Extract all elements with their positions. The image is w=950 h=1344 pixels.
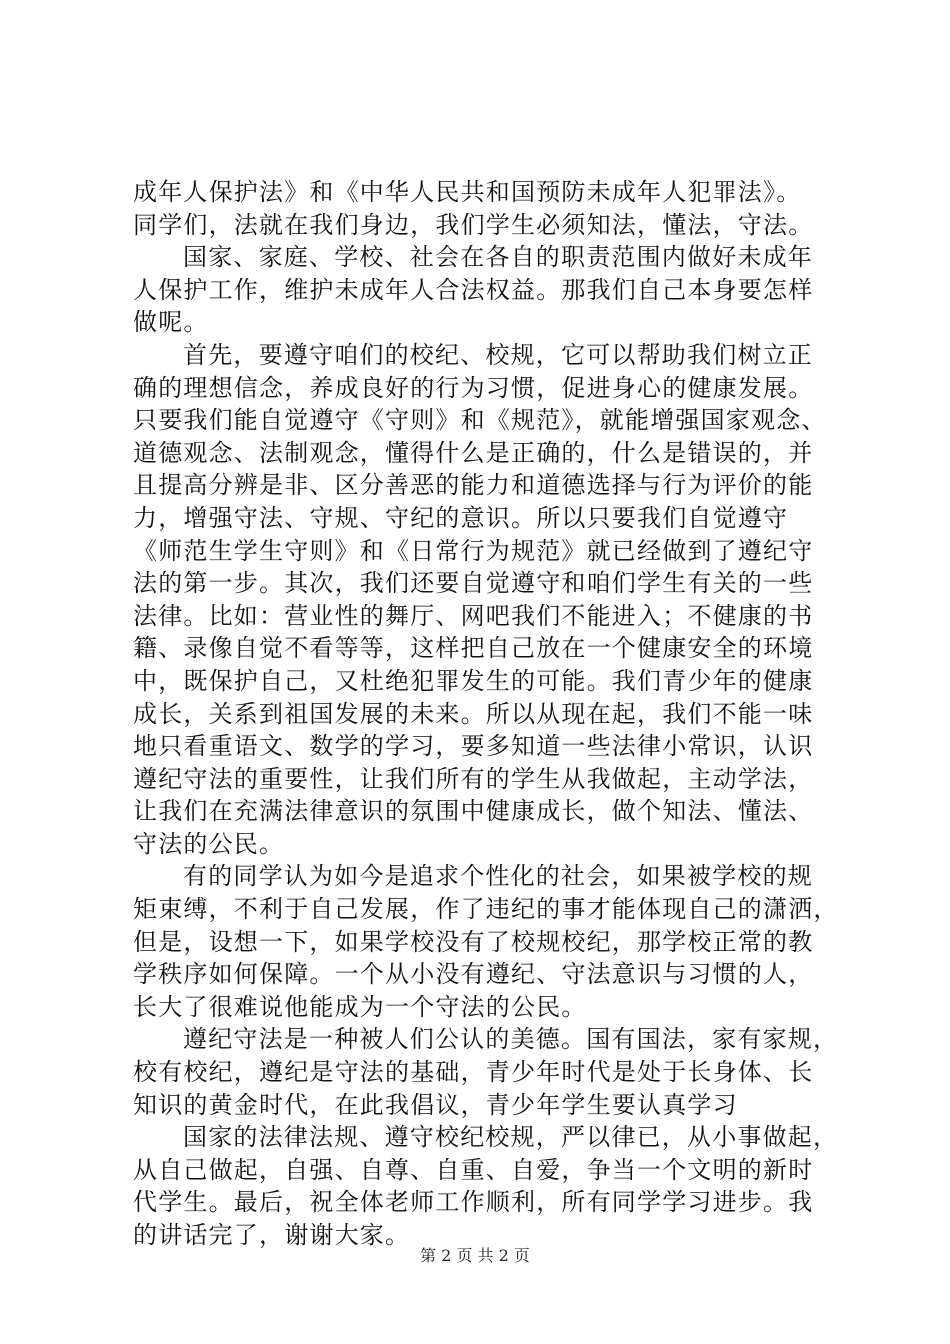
text-line: 的讲话完了，谢谢大家。 <box>133 1221 411 1249</box>
text-line: 中，既保护自己，又杜绝犯罪发生的可能。我们青少年的健康 <box>133 666 814 695</box>
text-line: 法的第一步。其次，我们还要自觉遵守和咱们学生有关的一些 <box>133 569 814 598</box>
paragraph-first-line: 国家、家庭、学校、社会在各自的职责范围内做好未成年 <box>183 243 813 272</box>
paragraph-first-line: 国家的法律法规、遵守校纪校规，严以律已，从小事做起， <box>183 1123 839 1152</box>
text-line: 长大了很难说他能成为一个守法的公民。 <box>133 992 587 1021</box>
text-line: 遵纪守法的重要性，让我们所有的学生从我做起，主动学法， <box>133 764 814 793</box>
text-line: 矩束缚，不利于自己发展，作了违纪的事才能体现自己的潇洒， <box>133 895 839 924</box>
text-line: 且提高分辨是非、区分善恶的能力和道德选择与行为评价的能 <box>133 471 814 500</box>
paragraph-first-line: 首先，要遵守咱们的校纪、校规，它可以帮助我们树立正 <box>183 340 813 369</box>
speech-body-text <box>133 176 845 1252</box>
text-line: 人保护工作，维护未成年人合法权益。那我们自己本身要怎样 <box>133 275 814 304</box>
text-line: 同学们，法就在我们身边，我们学生必须知法，懂法，守法。 <box>133 210 814 239</box>
text-line: 但是，设想一下，如果学校没有了校规校纪，那学校正常的教 <box>133 927 814 956</box>
paragraph-first-line: 有的同学认为如今是追求个性化的社会，如果被学校的规 <box>183 862 813 891</box>
text-line: 法律。比如：营业性的舞厅、网吧我们不能进入；不健康的书 <box>133 601 814 630</box>
text-line: 代学生。最后，祝全体老师工作顺利，所有同学学习进步。我 <box>133 1188 814 1217</box>
text-line: 籍、录像自觉不看等等，这样把自己放在一个健康安全的环境 <box>133 634 814 663</box>
text-line: 成年人保护法》和《中华人民共和国预防未成年人犯罪法》。 <box>133 178 802 206</box>
text-line: 确的理想信念，养成良好的行为习惯，促进身心的健康发展。 <box>133 373 814 402</box>
text-line: 校有校纪，遵纪是守法的基础，青少年时代是处于长身体、长 <box>133 1058 814 1087</box>
text-line: 力，增强守法、守规、守纪的意识。所以只要我们自觉遵守 <box>133 503 789 532</box>
text-line: 只要我们能自觉遵守《守则》和《规范》，就能增强国家观念、 <box>133 406 827 435</box>
text-line: 从自己做起，自强、自尊、自重、自爱，争当一个文明的新时 <box>133 1155 814 1184</box>
text-line: 做呢。 <box>133 308 209 337</box>
text-line: 守法的公民。 <box>133 829 285 858</box>
page-number-footer: 第 2 页 共 2 页 <box>420 1246 530 1265</box>
text-line: 《师范生学生守则》和《日常行为规范》就已经做到了遵纪守 <box>133 536 814 565</box>
text-line: 学秩序如何保障。一个从小没有遵纪、守法意识与习惯的人， <box>133 960 814 989</box>
text-line: 知识的黄金时代，在此我倡议，青少年学生要认真学习 <box>133 1090 738 1119</box>
text-line: 道德观念、法制观念，懂得什么是正确的，什么是错误的，并 <box>133 438 814 467</box>
text-line: 地只看重语文、数学的学习，要多知道一些法律小常识，认识 <box>133 732 814 761</box>
text-line: 成长，关系到祖国发展的未来。所以从现在起，我们不能一味 <box>133 699 814 728</box>
paragraph-first-line: 遵纪守法是一种被人们公认的美德。国有国法，家有家规， <box>183 1025 839 1054</box>
text-line: 让我们在充满法律意识的氛围中健康成长，做个知法、懂法、 <box>133 797 814 826</box>
